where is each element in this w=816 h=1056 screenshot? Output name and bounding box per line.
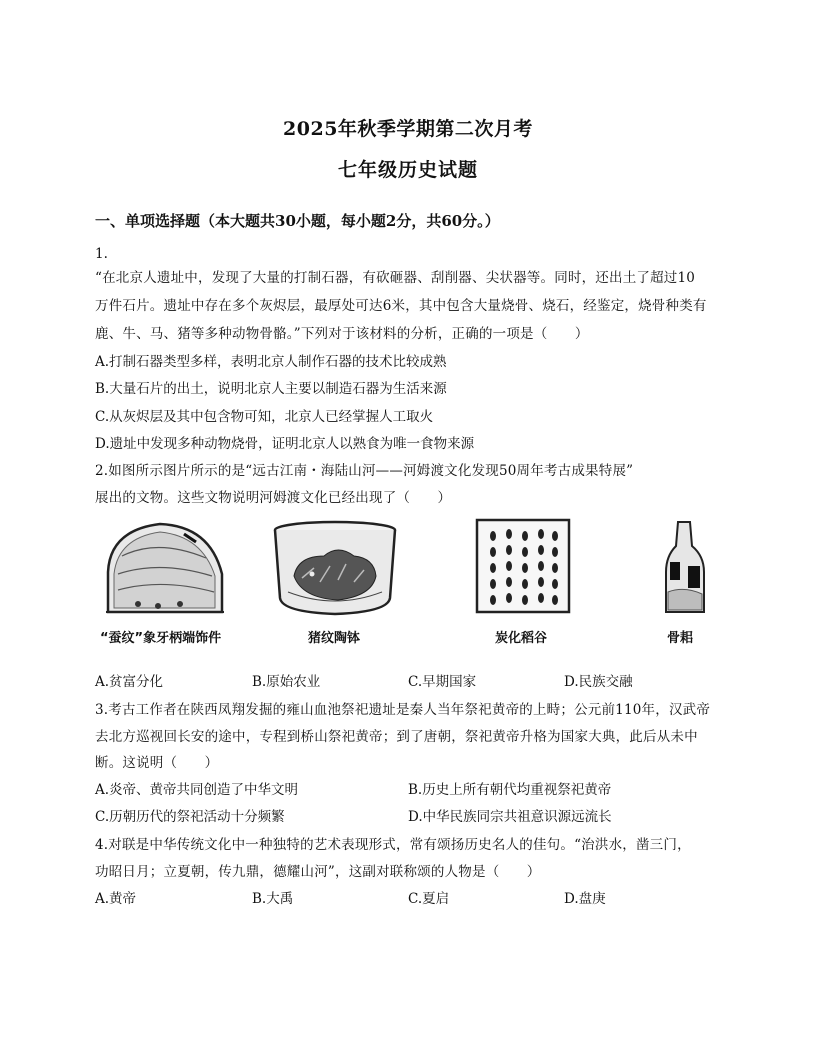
question-2-option-b[interactable]: B.原始农业	[252, 674, 321, 690]
question-3-option-d[interactable]: D.中华民族同宗共祖意识源远流长	[408, 809, 612, 825]
question-1-option-b[interactable]: B.大量石片的出土，说明北京人主要以制造石器为生活来源	[95, 381, 447, 397]
question-1-number: 1.	[95, 246, 108, 262]
question-2-option-a[interactable]: A.贫富分化	[95, 674, 164, 690]
question-2-option-d[interactable]: D.民族交融	[564, 674, 633, 690]
question-1-stem-line: 万件石片。遗址中存在多个灰烬层，最厚处可达6米，其中包含大量烧骨、烧石，经鉴定，烧骨种类有	[95, 298, 707, 314]
question-3-option-a[interactable]: A.炎帝、黄帝共同创造了中华文明	[95, 782, 299, 798]
pig-pattern-pottery-bowl-caption: 猪纹陶钵	[308, 631, 361, 646]
question-2-stem-line: 2.如图所示图片所示的是“远古江南・海陆山河——河姆渡文化发现50周年考古成果特展”	[95, 463, 634, 479]
question-4-stem-line: 4.对联是中华传统文化中一种独特的艺术表现形式，常有颂扬历史名人的佳句。“治洪水，凿三门，	[95, 837, 691, 853]
question-3-stem-line: 断。这说明（ ）	[95, 755, 219, 771]
question-1-stem-line: “在北京人遗址中，发现了大量的打制石器，有砍砸器、刮削器、尖状器等。同时，还出土了超过10	[95, 270, 696, 286]
question-2-option-c[interactable]: C.早期国家	[408, 674, 477, 690]
question-3-stem-line: 去北方巡视回长安的途中，专程到桥山祭祀黄帝；到了唐朝，祭祀黄帝升格为国家大典，此后从未中	[95, 729, 698, 745]
carbonized-rice-grains-caption: 炭化稻谷	[495, 631, 548, 646]
question-3-stem-line: 3.考古工作者在陕西凤翔发掘的雍山血池祭祀遗址是秦人当年祭祀黄帝的上畤；公元前110年，汉武帝	[95, 702, 711, 718]
question-4-option-d[interactable]: D.盘庚	[564, 891, 606, 907]
question-4-stem-line: 功昭日月；立夏朝，传九鼎，德耀山河”，这副对联称颂的人物是（ ）	[95, 864, 541, 880]
ivory-handle-ornament-icon	[98, 516, 233, 621]
question-1-option-a[interactable]: A.打制石器类型多样，表明北京人制作石器的技术比较成熟	[95, 354, 447, 370]
ivory-handle-ornament-figure	[98, 516, 233, 625]
question-1-stem-line: 鹿、牛、马、猪等多种动物骨骼。”下列对于该材料的分析，正确的一项是（ ）	[95, 326, 589, 342]
question-3-option-c[interactable]: C.历朝历代的祭祀活动十分频繁	[95, 809, 285, 825]
carbonized-rice-grains-figure	[473, 516, 573, 620]
question-4-option-c[interactable]: C.夏启	[408, 891, 450, 907]
section-heading: 一、单项选择题（本大题共30小题，每小题2分，共60分。）	[95, 212, 500, 230]
bone-spade-figure	[660, 516, 710, 625]
bone-spade-caption: 骨耜	[667, 631, 694, 646]
exam-subtitle: 七年级历史试题	[337, 159, 478, 181]
question-4-option-b[interactable]: B.大禹	[252, 891, 294, 907]
exam-title: 2025年秋季学期第二次月考	[283, 118, 533, 140]
pig-pattern-pottery-bowl-figure	[268, 516, 403, 625]
ivory-handle-ornament-caption: “蚕纹”象牙柄端饰件	[100, 631, 222, 646]
bone-spade-icon	[660, 516, 710, 621]
question-4-option-a[interactable]: A.黄帝	[95, 891, 137, 907]
question-1-option-d[interactable]: D.遗址中发现多种动物烧骨，证明北京人以熟食为唯一食物来源	[95, 436, 475, 452]
carbonized-rice-grains-icon	[473, 516, 573, 616]
question-2-stem-line: 展出的文物。这些文物说明河姆渡文化已经出现了（ ）	[95, 490, 452, 506]
question-3-option-b[interactable]: B.历史上所有朝代均重视祭祀黄帝	[408, 782, 612, 798]
pig-pattern-pottery-bowl-icon	[268, 516, 403, 621]
question-1-option-c[interactable]: C.从灰烬层及其中包含物可知，北京人已经掌握人工取火	[95, 409, 434, 425]
